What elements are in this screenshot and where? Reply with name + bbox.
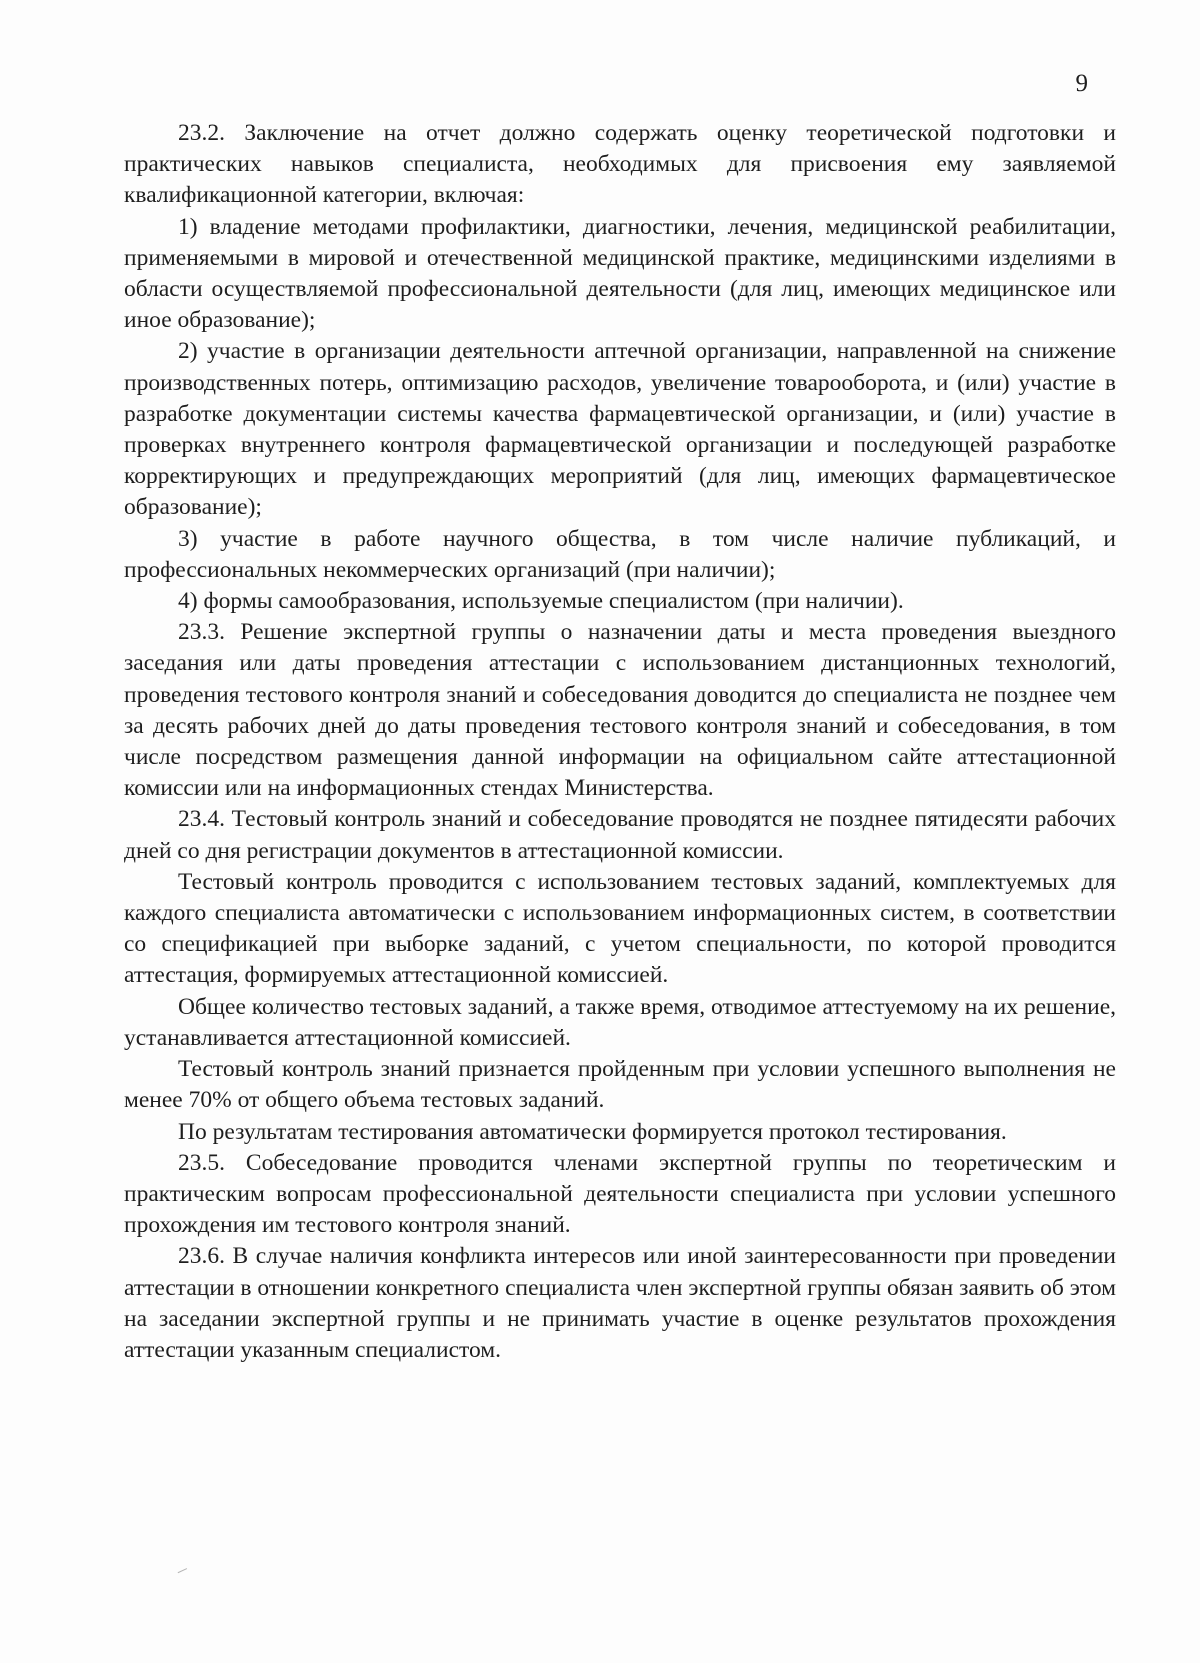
paragraph-23-4: 23.4. Тестовый контроль знаний и собеседование проводятся не позднее пятидесяти рабочих дней со дня регистрации документов в аттестационной комиссии. xyxy=(124,806,1116,864)
paragraph-test-count: Общее количество тестовых заданий, а также время, отводимое аттестуемому на их решение, устанавливается аттестационной комиссией. xyxy=(124,993,1117,1051)
paragraph-23-5: 23.5. Собеседование проводится членами экспертной группы по теоретическим и практическим вопросам профессиональной деятельности специалиста при условии успешного прохождения им тестового контроля знаний. xyxy=(124,1149,1116,1239)
paragraph-23-2: 23.2. Заключение на отчет должно содержать оценку теоретической подготовки и практических навыков специалиста, необходимых для присвоения ему заявляемой квалификационной категории, включая: xyxy=(124,120,1116,209)
paragraph-test-control: Тестовый контроль проводится с использованием тестовых заданий, комплектуемых для каждого специалиста автоматически с использованием информационных систем, в соответствии со спецификацией при выборке заданий, с учетом специальности, по которой проводится аттестация, формируемых аттестационной комиссией. xyxy=(124,868,1116,989)
paragraph-23-3: 23.3. Решение экспертной группы о назначении даты и места проведения выездного заседания или даты проведения аттестации с использованием дистанционных технологий, проведения тестового контроля знаний и собеседования доводится до специалиста не позднее чем за десять рабочих дней до даты проведения тестового контроля знаний и собеседования, в том числе посредством размещения данной информации на официальном сайте аттестационной комиссии или на информационных стендах Министерства. xyxy=(124,619,1116,802)
page-number: 9 xyxy=(1075,70,1088,97)
scan-speck xyxy=(178,1568,189,1576)
paragraph-test-pass: Тестовый контроль знаний признается пройденным при условии успешного выполнения не менее 70% от общего объема тестовых заданий. xyxy=(124,1056,1116,1114)
paragraph-23-6: 23.6. В случае наличия конфликта интересов или иной заинтересованности при проведении аттестации в отношении конкретного специалиста член экспертной группы обязан заявить об этом на заседании экспертной группы и не принимать участие в оценке результатов прохождения аттестации указанным специалистом. xyxy=(124,1243,1116,1363)
paragraph-item-2: 2) участие в организации деятельности аптечной организации, направленной на снижение производственных потерь, оптимизацию расходов, увеличение товарооборота, и (или) участие в разработке документации системы качества фармацевтической организации, и (или) участие в проверках внутреннего контроля фармацевтической организации и последующей разработке корректирующих и предупреждающих мероприятий (для лиц, имеющих фармацевтическое образование); xyxy=(124,338,1116,521)
document-body xyxy=(124,118,1116,1366)
paragraph-item-1: 1) владение методами профилактики, диагностики, лечения, медицинской реабилитации, применяемыми в мировой и отечественной медицинской практике, медицинскими изделиями в области осуществляемой профессиональной деятельности (для лиц, имеющих медицинское или иное образование); xyxy=(124,213,1116,334)
paragraph-test-protocol: По результатам тестирования автоматически формируется протокол тестирования. xyxy=(178,1118,1007,1145)
paragraph-item-3: 3) участие в работе научного общества, в том числе наличие публикаций, и профессиональных некоммерческих организаций (при наличии); xyxy=(124,525,1116,583)
paragraph-item-4: 4) формы самообразования, используемые специалистом (при наличии). xyxy=(178,588,904,615)
